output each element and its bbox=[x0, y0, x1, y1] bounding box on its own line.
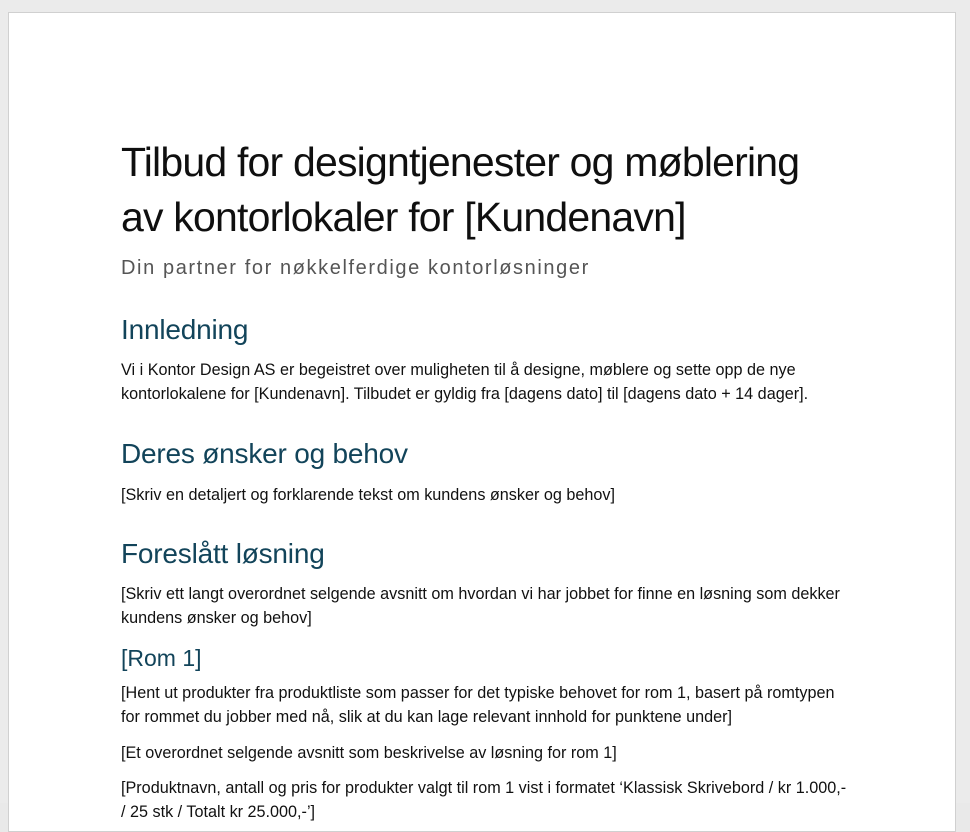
heading-innledning: Innledning bbox=[121, 314, 249, 345]
paragraph-rom-1-products: [Produktnavn, antall og pris for produkter valgt til rom 1 vist i formatet ‘Klassisk Skrivebord / kr 1.000,- / 25 stk / Totalt kr 25.000,-’] bbox=[121, 779, 847, 821]
paragraph-innledning: Vi i Kontor Design AS er begeistret over muligheten til å designe, møblere og sette opp de nye kontorlokalene for [Kundenavn]. Tilbudet er gyldig fra [dagens dato] til [dagens dato + 14 dager]. bbox=[121, 361, 809, 403]
paragraph-foreslatt-losning: [Skriv ett langt overordnet selgende avsnitt om hvordan vi har jobbet for finne en løsning som dekker kundens ønsker og behov] bbox=[121, 585, 840, 627]
heading-foreslatt-losning: Foreslått løsning bbox=[121, 538, 325, 569]
document-page bbox=[8, 12, 956, 832]
document-subtitle: Din partner for nøkkelferdige kontorløsninger bbox=[121, 257, 590, 279]
paragraph-onsker-og-behov: [Skriv en detaljert og forklarende tekst om kundens ønsker og behov] bbox=[121, 486, 615, 504]
paragraph-rom-1-summary: [Et overordnet selgende avsnitt som beskrivelse av løsning for rom 1] bbox=[121, 744, 617, 762]
document-title: Tilbud for designtjenester og møblering av kontorlokaler for [Kundenavn] bbox=[121, 139, 800, 240]
paragraph-rom-1-instruction: [Hent ut produkter fra produktliste som passer for det typiske behovet for rom 1, basert på romtypen for rommet du jobber med nå, slik at du kan lage relevant innhold for punktene under] bbox=[121, 684, 835, 726]
heading-rom-1: [Rom 1] bbox=[121, 645, 202, 671]
heading-onsker-og-behov: Deres ønsker og behov bbox=[121, 438, 408, 469]
